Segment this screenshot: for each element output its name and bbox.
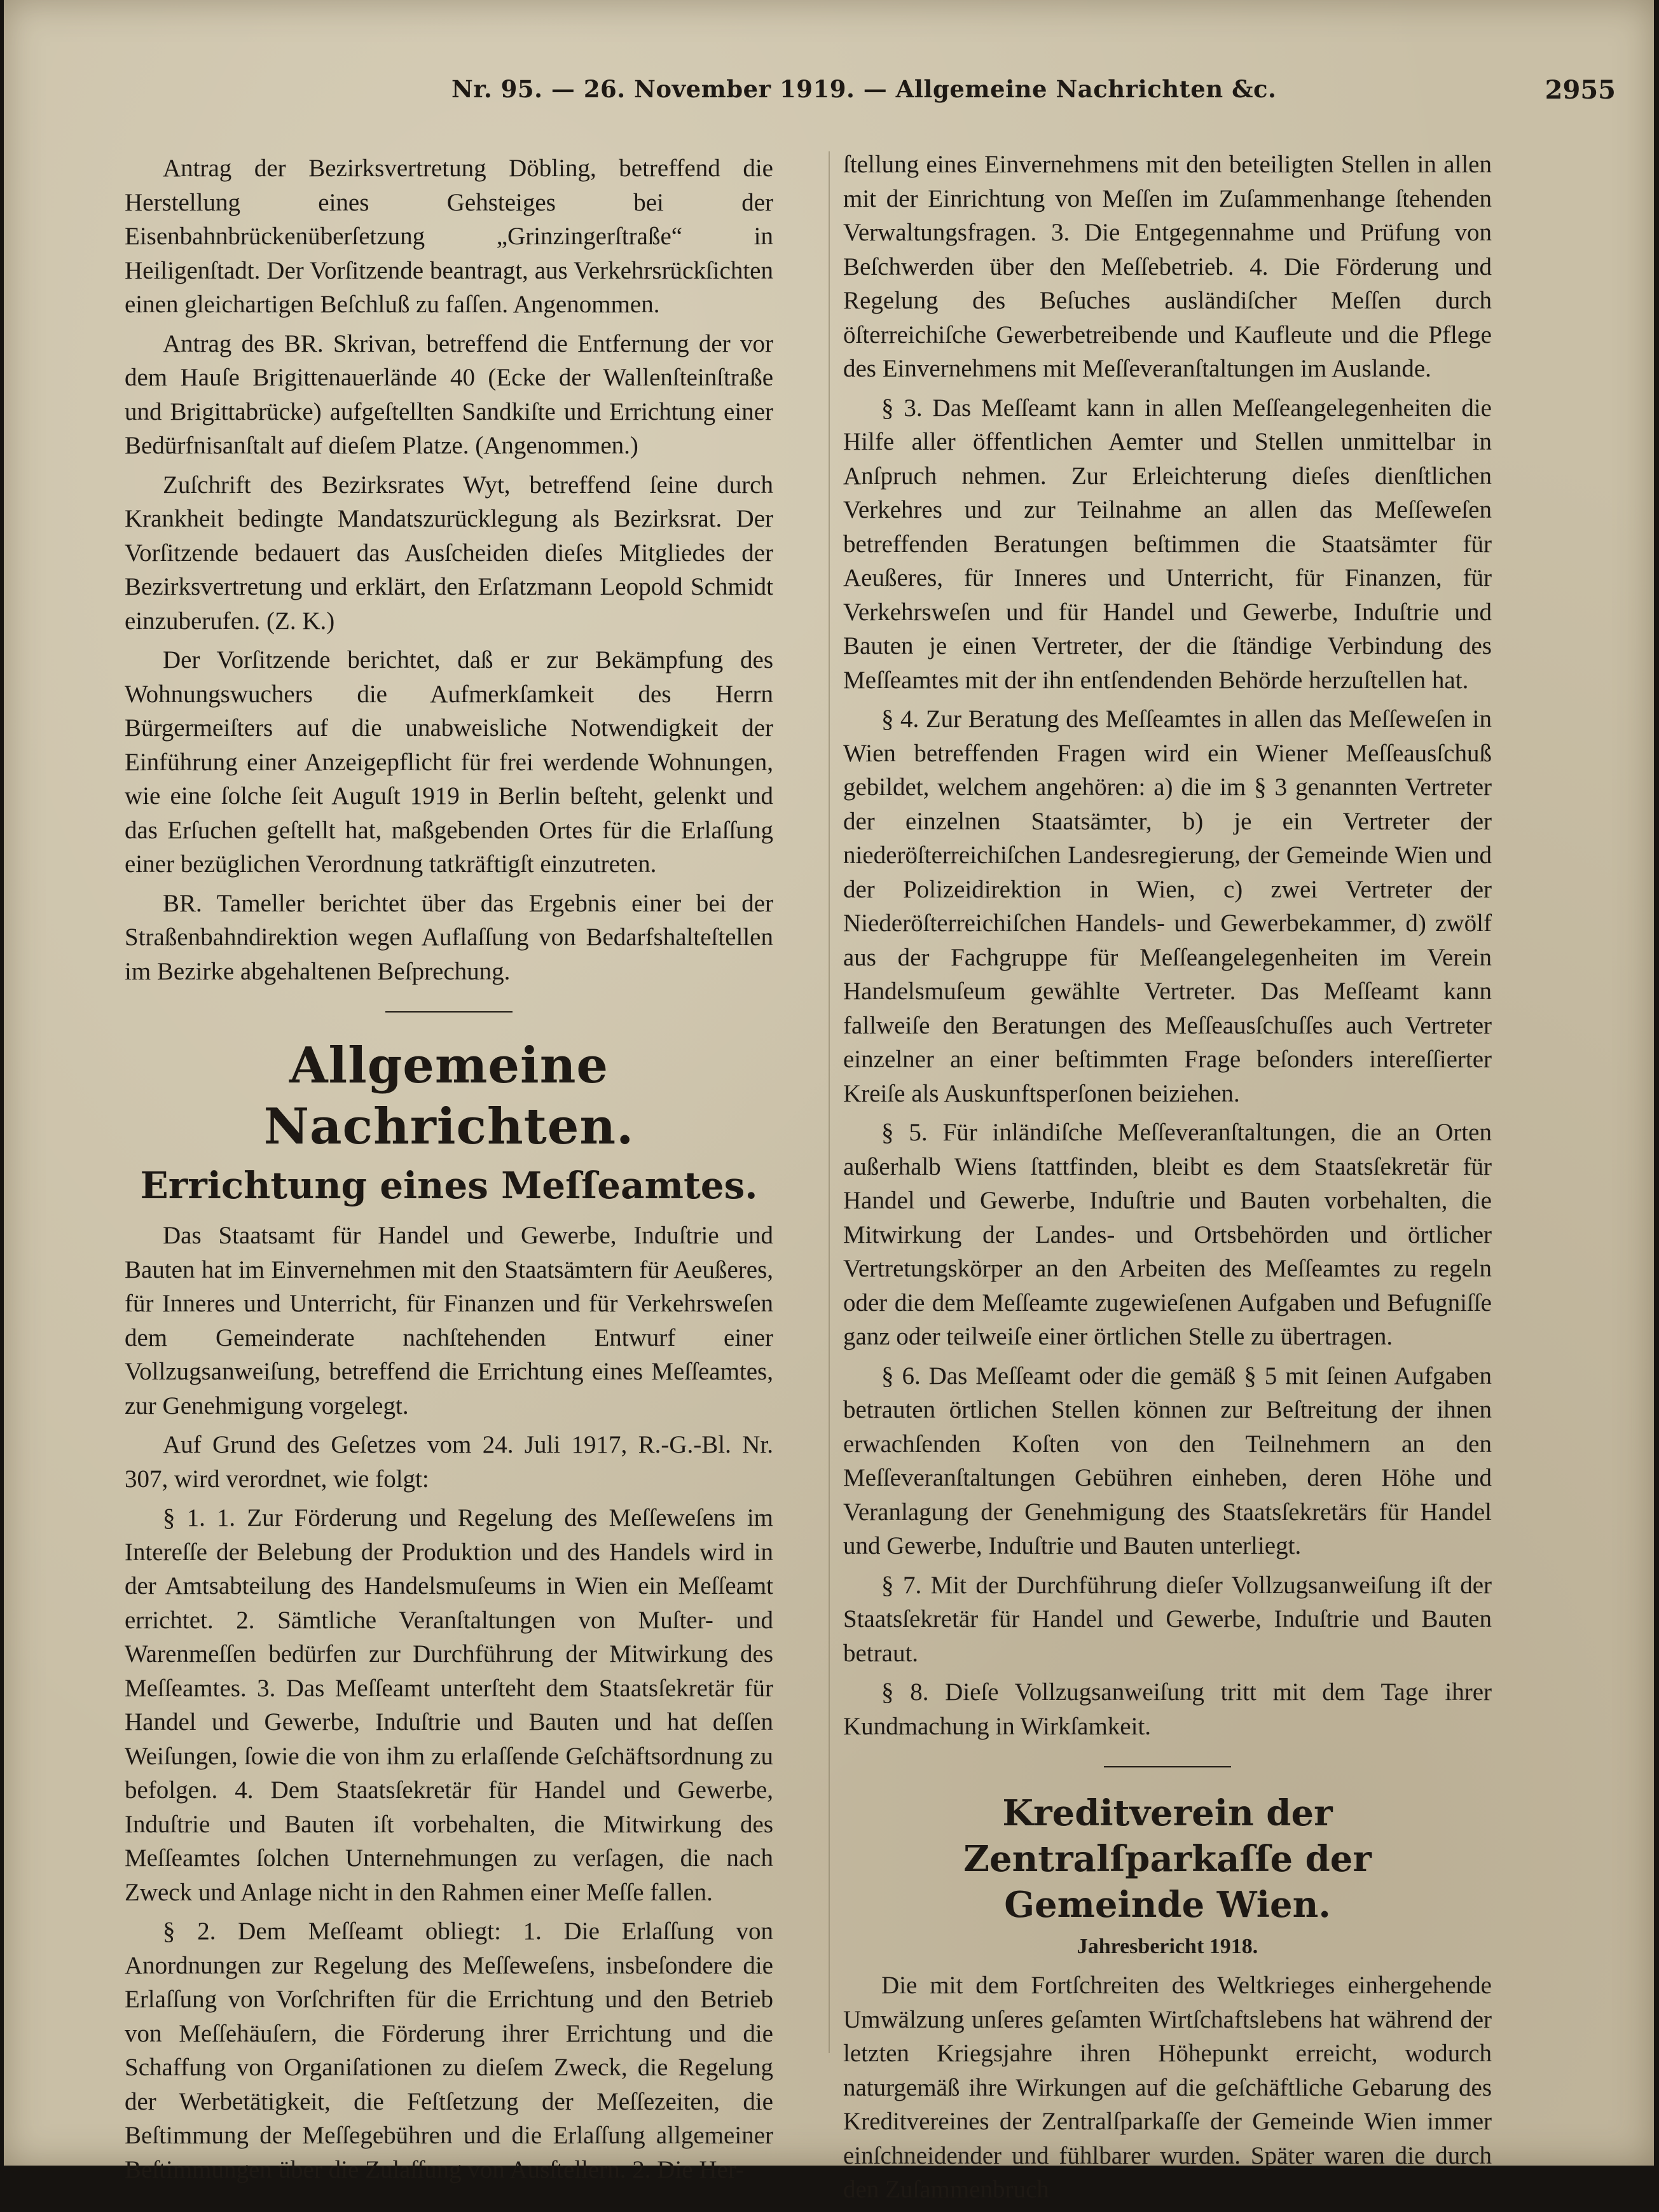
article-title: Errichtung eines Meſſeamtes. bbox=[140, 1164, 758, 1207]
paragraph: § 3. Das Meſſeamt kann in allen Meſſeangelegenheiten die Hilfe aller öffentlichen Aemter und Stellen unmittelbar in Anſpruch nehmen. Zur Erleichterung dieſes dienſtlichen Verkehres und zur Teilnahme an allen das Meſſeweſen betreffenden Beratungen beſtimmen die Staatsämter für Aeußeres, für Inneres und Unterricht, für Finanzen, für Verkehrsweſen und für Handel und Gewerbe, Induſtrie und Bauten je einen Vertreter, der die ſtändige Verbindung des Meſſeamtes mit der ihn entſendenden Behörde herzuſtellen hat. bbox=[843, 394, 1492, 694]
right-column bbox=[843, 148, 1492, 2212]
paragraph: Der Vorſitzende berichtet, daß er zur Bekämpfung des Wohnungswuchers die Aufmerkſamkeit des Herrn Bürgermeiſters auf die unabweisliche Notwendigkeit der Einführung einer Anzeigepflicht für frei werdende Wohnungen, wie eine ſolche ſeit Auguſt 1919 in Berlin beſteht, gelenkt und das Erſuchen geſtellt hat, maßgebenden Ortes für die Erlaſſung einer bezüglichen Verordnung tatkräftigſt einzutreten. bbox=[125, 646, 773, 878]
paragraph: § 1. 1. Zur Förderung und Regelung des Meſſeweſens im Intereſſe der Belebung der Produktion und des Handels wird in der Amtsabteilung des Handelsmuſeums in Wien ein Meſſeamt errichtet. 2. Sämtliche Veranſtaltungen von Muſter- und Warenmeſſen bedürfen zur Durchführung der Mitwirkung des Meſſeamtes. 3. Das Meſſeamt unterſteht dem Staatsſekretär für Handel und Gewerbe, Induſtrie und Bauten und hat deſſen Weiſungen, ſowie die von ihm zu erlaſſende Geſchäftsordnung zu befolgen. 4. Dem Staatsſekretär für Handel und Gewerbe, Induſtrie und Bauten iſt vorbehalten, die Mitwirkung des Meſſeamtes ſolchen Unternehmungen zu verſagen, die nach Zweck und Anlage nicht in den Rahmen einer Meſſe fallen. bbox=[125, 1504, 773, 1906]
article-title-line-2: Gemeinde Wien. bbox=[1004, 1884, 1331, 1926]
article-title-line-1: Kreditverein der Zentralſparkaſſe der bbox=[963, 1792, 1372, 1880]
paragraph: BR. Tameller berichtet über das Ergebnis einer bei der Straßenbahndirektion wegen Auflaſſung von Bedarfshalteſtellen im Bezirke abgehaltenen Beſprechung. bbox=[125, 889, 773, 985]
section-divider bbox=[385, 1011, 513, 1013]
left-column bbox=[125, 151, 773, 2192]
paragraph: § 7. Mit der Durchführung dieſer Vollzugsanweiſung iſt der Staatsſekretär für Handel und Gewerbe, Induſtrie und Bauten betraut. bbox=[843, 1571, 1492, 1667]
section-title: Allgemeine Nachrichten. bbox=[263, 1037, 635, 1156]
page-header bbox=[4, 0, 1654, 127]
paragraph: Antrag der Bezirksvertretung Döbling, betreffend die Herstellung eines Gehsteiges bei der Eisenbahnbrückenüberſetzung „Grinzingerſtraße“ in Heiligenſtadt. Der Vorſitzende beantragt, aus Verkehrsrückſichten einen gleichartigen Beſchluß zu faſſen. Angenommen. bbox=[125, 155, 773, 318]
column-divider bbox=[829, 151, 830, 2053]
running-header: Nr. 95. — 26. November 1919. — Allgemeine Nachrichten &c. bbox=[451, 75, 1277, 103]
report-label: Jahresbericht 1918. bbox=[1077, 1935, 1258, 1958]
paragraph: Die mit dem Fortſchreiten des Weltkrieges einhergehende Umwälzung unſeres geſamten Wirtſchaftslebens hat während der letzten Kriegsjahre ihren Höhepunkt erreicht, wodurch naturgemäß ihre Wirkungen auf die geſchäftliche Gebarung des Kreditvereines der Zentralſparkaſſe der Gemeinde Wien immer einſchneidender und fühlbarer wurden. Später waren die durch den Zuſammenbruch bbox=[843, 1972, 1492, 2203]
paragraph: § 2. Dem Meſſeamt obliegt: 1. Die Erlaſſung von Anordnungen zur Regelung des Meſſeweſens, insbeſondere die Erlaſſung von Vorſchriften für die Errichtung und den Betrieb von Meſſehäuſern, die Förderung ihrer Errichtung und die Schaffung von Organiſationen zu dieſem Zweck, die Regelung der Werbetätigkeit, die Feſtſetzung der Meſſezeiten, die Beſtimmung der Meſſegebühren und die Erlaſſung allgemeiner Beſtimmungen über die Zulaſſung von Ausſtellern. 2. Die Her- bbox=[125, 1918, 773, 2183]
newspaper-page bbox=[4, 0, 1654, 2203]
paragraph: § 6. Das Meſſeamt oder die gemäß § 5 mit ſeinen Aufgaben betrauten örtlichen Stellen können zur Beſtreitung der ihnen erwachſenden Koſten von den Teilnehmern an den Meſſeveranſtaltungen Gebühren einheben, deren Höhe und Veranlagung der Genehmigung des Staatsſekretärs für Handel und Gewerbe, Induſtrie und Bauten unterliegt. bbox=[843, 1362, 1492, 1559]
paragraph: Das Staatsamt für Handel und Gewerbe, Induſtrie und Bauten hat im Einvernehmen mit den Staatsämtern für Aeußeres, für Inneres und Unterricht, für Finanzen und für Verkehrsweſen dem Gemeinderate nachſtehenden Entwurf einer Vollzugsanweiſung, betreffend die Errichtung eines Meſſeamtes, zur Genehmigung vorgelegt. bbox=[125, 1222, 773, 1420]
paragraph: § 5. Für inländiſche Meſſeveranſtaltungen, die an Orten außerhalb Wiens ſtattfinden, bleibt es dem Staatsſekretär für Handel und Gewerbe, Induſtrie und Bauten vorbehalten, die Mitwirkung der Landes- und Ortsbehörden und örtlicher Vertretungskörper an den Arbeiten des Meſſeamtes zu regeln oder die dem Meſſeamte zugewieſenen Aufgaben und Befugniſſe ganz oder teilweiſe einer örtlichen Stelle zu übertragen. bbox=[843, 1119, 1492, 1350]
page-number: 2955 bbox=[1545, 75, 1616, 105]
paragraph: § 8. Dieſe Vollzugsanweiſung tritt mit dem Tage ihrer Kundmachung in Wirkſamkeit. bbox=[843, 1678, 1492, 1740]
paragraph: ſtellung eines Einvernehmens mit den beteiligten Stellen in allen mit der Einrichtung von Meſſen im Zuſammenhange ſtehenden Verwaltungsfragen. 3. Die Entgegennahme und Prüfung von Beſchwerden über den Meſſebetrieb. 4. Die Förderung und Regelung des Beſuches ausländiſcher Meſſen durch öſterreichiſche Gewerbetreibende und Kaufleute und die Pflege des Einvernehmens mit Meſſeveranſtaltungen im Auslande. bbox=[843, 151, 1492, 382]
paragraph: Zuſchrift des Bezirksrates Wyt, betreffend ſeine durch Krankheit bedingte Mandatszurücklegung als Bezirksrat. Der Vorſitzende bedauert das Ausſcheiden dieſes Mitgliedes der Bezirksvertretung und erklärt, den Erſatzmann Leopold Schmidt einzuberufen. (Z. K.) bbox=[125, 471, 773, 635]
paragraph: Auf Grund des Geſetzes vom 24. Juli 1917, R.-G.-Bl. Nr. 307, wird verordnet, wie folgt: bbox=[125, 1431, 773, 1493]
paragraph: § 4. Zur Beratung des Meſſeamtes in allen das Meſſeweſen in Wien betreffenden Fragen wird ein Wiener Meſſeausſchuß gebildet, welchem angehören: a) die im § 3 genannten Vertreter der einzelnen Staatsämter, b) je ein Vertreter der niederöſterreichiſchen Landesregierung, der Gemeinde Wien und der Polizeidirektion in Wien, c) zwei Vertreter der Niederöſterreichiſchen Handels- und Gewerbekammer, d) zwölf aus der Fachgruppe für Meſſeangelegenheiten im Verein Handelsmuſeum gewählte Vertreter. Das Meſſeamt kann fallweiſe den Beratungen des Meſſeausſchuſſes auch Vertreter einzelner an einer beſtimmten Frage beſonders intereſſierter Kreiſe als Auskunftsperſonen beiziehen. bbox=[843, 705, 1492, 1107]
section-divider bbox=[1104, 1766, 1231, 1767]
paragraph: Antrag des BR. Skrivan, betreffend die Entfernung der vor dem Hauſe Brigittenauerlände 40 (Ecke der Wallenſteinſtraße und Brigittabrücke) aufgeſtellten Sandkiſte und Errichtung einer Bedürfnisanſtalt auf dieſem Platze. (Angenommen.) bbox=[125, 329, 773, 459]
